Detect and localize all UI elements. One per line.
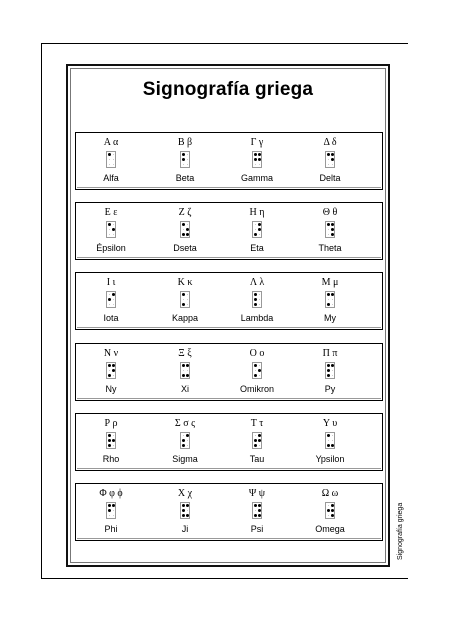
braille-cell-icon [180,221,190,238]
braille-dot-flat [113,159,114,160]
braille-dot-raised [254,504,257,507]
letter-cell [76,484,146,540]
braille-dot-flat [328,299,329,300]
greek-letter: Α α [103,137,119,148]
braille-dot-raised [258,228,261,231]
braille-dot-flat [328,159,329,160]
letter-row [75,272,383,330]
letter-name: Sigma [172,454,198,464]
braille-dot-flat [187,299,188,300]
braille-dot-raised [327,293,330,296]
braille-dot-raised [258,369,261,372]
braille-dot-flat [113,224,114,225]
braille-dot-raised [182,233,185,236]
letter-name: Py [324,384,336,394]
braille-dot-flat [255,370,256,371]
greek-letter: Μ μ [321,277,339,288]
braille-dot-raised [258,439,261,442]
braille-dot-flat [332,299,333,300]
letter-cell [150,414,220,470]
letter-cell [295,273,365,329]
braille-cell-icon [325,432,335,449]
braille-dot-flat [183,164,184,165]
braille-dot-flat [109,234,110,235]
braille-dot-raised [182,509,185,512]
braille-dot-raised [254,233,257,236]
braille-dot-raised [327,444,330,447]
braille-cell-icon [106,362,116,379]
braille-dot-raised [112,293,115,296]
braille-dot-raised [186,504,189,507]
braille-dot-raised [331,293,334,296]
braille-dot-raised [331,364,334,367]
braille-dot-flat [259,299,260,300]
braille-dot-raised [112,504,115,507]
braille-dot-raised [108,153,111,156]
braille-dot-flat [255,229,256,230]
braille-cell-icon [180,151,190,168]
braille-dot-flat [332,435,333,436]
letter-cell [295,344,365,400]
braille-dot-raised [108,434,111,437]
braille-dot-raised [331,444,334,447]
braille-dot-raised [182,303,185,306]
braille-dot-flat [187,304,188,305]
braille-dot-flat [255,224,256,225]
letter-name: Omikron [239,384,274,394]
braille-dot-flat [109,164,110,165]
letter-name: Beta [175,173,195,183]
letter-cell [76,203,146,259]
braille-dot-flat [113,515,114,516]
braille-dot-flat [113,234,114,235]
letter-row [75,202,383,260]
braille-cell-icon [180,291,190,308]
greek-letter: Ι ι [106,277,116,288]
braille-dot-raised [108,374,111,377]
braille-dot-raised [182,504,185,507]
braille-dot-raised [112,228,115,231]
greek-letter: Ζ ζ [178,207,192,218]
braille-dot-raised [182,293,185,296]
letter-cell [76,344,146,400]
greek-letter: Ν ν [103,348,119,359]
braille-dot-raised [186,228,189,231]
braille-dot-flat [259,365,260,366]
braille-dot-raised [186,514,189,517]
braille-cell-icon [325,151,335,168]
braille-dot-raised [327,369,330,372]
braille-dot-flat [332,375,333,376]
braille-dot-raised [258,223,261,226]
braille-cell-icon [252,221,262,238]
greek-letter: Ο ο [249,348,265,359]
letter-name: Lambda [240,313,274,323]
braille-dot-raised [331,509,334,512]
letter-name: Theta [318,243,342,253]
braille-dot-flat [332,304,333,305]
greek-letter: Τ τ [250,418,264,429]
braille-dot-flat [113,154,114,155]
braille-dot-flat [109,304,110,305]
braille-dot-flat [328,515,329,516]
braille-dot-raised [327,153,330,156]
braille-dot-flat [187,370,188,371]
braille-dot-raised [108,439,111,442]
braille-dot-raised [254,153,257,156]
braille-dot-flat [332,440,333,441]
braille-dot-flat [113,375,114,376]
braille-dot-flat [113,304,114,305]
braille-dot-raised [331,153,334,156]
letter-cell [222,484,292,540]
braille-dot-raised [182,158,185,161]
braille-cell-icon [106,502,116,519]
braille-cell-icon [252,362,262,379]
braille-dot-raised [182,153,185,156]
greek-letter: Π π [322,348,338,359]
braille-dot-raised [112,364,115,367]
letter-row [75,343,383,401]
braille-dot-flat [259,304,260,305]
braille-dot-raised [112,439,115,442]
braille-dot-raised [331,228,334,231]
braille-dot-raised [327,509,330,512]
braille-dot-flat [113,445,114,446]
braille-dot-raised [182,439,185,442]
braille-dot-raised [254,293,257,296]
braille-dot-flat [332,370,333,371]
braille-dot-flat [187,294,188,295]
letter-name: Rho [102,454,120,464]
letter-cell [150,484,220,540]
braille-dot-raised [258,158,261,161]
braille-dot-raised [327,434,330,437]
braille-dot-flat [113,510,114,511]
braille-dot-flat [187,440,188,441]
greek-letter: Β β [177,137,193,148]
braille-dot-flat [187,224,188,225]
braille-dot-raised [108,298,111,301]
braille-dot-flat [183,370,184,371]
braille-dot-raised [327,374,330,377]
letter-name: Kappa [171,313,199,323]
braille-dot-raised [254,514,257,517]
braille-dot-raised [258,153,261,156]
braille-dot-raised [186,233,189,236]
greek-letter: Ξ ξ [178,348,192,359]
braille-dot-raised [186,364,189,367]
braille-dot-raised [108,444,111,447]
braille-dot-raised [254,298,257,301]
letter-cell [222,203,292,259]
braille-dot-flat [187,159,188,160]
braille-dot-raised [331,158,334,161]
braille-cell-icon [325,221,335,238]
braille-dot-raised [108,504,111,507]
greek-letter: Η η [249,207,265,218]
letter-name: Xi [180,384,189,394]
braille-dot-flat [259,234,260,235]
letter-cell [150,203,220,259]
braille-dot-raised [182,374,185,377]
letter-name: My [324,313,336,323]
braille-dot-flat [109,515,110,516]
greek-letter: Υ υ [322,418,338,429]
braille-dot-raised [182,223,185,226]
braille-dot-raised [182,514,185,517]
braille-dot-raised [258,514,261,517]
letter-name: Épsilon [96,243,126,253]
braille-dot-raised [258,504,261,507]
braille-cell-icon [106,151,116,168]
braille-dot-raised [108,509,111,512]
greek-letter: Λ λ [249,277,265,288]
braille-dot-flat [187,164,188,165]
braille-dot-raised [254,158,257,161]
braille-cell-icon [252,151,262,168]
braille-dot-flat [113,299,114,300]
braille-dot-flat [113,435,114,436]
page-title: Signografía griega [142,79,314,100]
braille-dot-flat [187,510,188,511]
letter-name: Delta [319,173,341,183]
letter-row [75,413,383,471]
braille-dot-raised [186,374,189,377]
side-caption: Signografía griega [397,502,404,560]
braille-dot-raised [254,374,257,377]
letter-cell [150,273,220,329]
letter-cell [222,133,292,189]
greek-letter: Κ κ [177,277,193,288]
letter-row [75,483,383,541]
braille-cell-icon [180,362,190,379]
letter-name: Alfa [103,173,119,183]
braille-dot-raised [327,364,330,367]
braille-dot-flat [328,229,329,230]
greek-letter: Δ δ [323,137,337,148]
braille-dot-flat [259,445,260,446]
greek-letter: Ψ ψ [248,488,266,499]
greek-letter: Γ γ [250,137,264,148]
braille-dot-flat [109,229,110,230]
braille-dot-raised [254,444,257,447]
braille-dot-flat [109,370,110,371]
braille-dot-flat [187,154,188,155]
greek-letter: Ε ε [104,207,118,218]
letter-cell [76,273,146,329]
braille-cell-icon [325,291,335,308]
braille-dot-raised [112,369,115,372]
braille-dot-raised [327,223,330,226]
braille-dot-raised [327,303,330,306]
braille-dot-flat [259,375,260,376]
braille-dot-raised [258,434,261,437]
letter-cell [76,414,146,470]
letter-cell [222,414,292,470]
letter-cell [295,133,365,189]
letter-row [75,132,383,190]
braille-dot-flat [328,505,329,506]
braille-cell-icon [180,432,190,449]
braille-dot-flat [255,510,256,511]
letter-name: Ny [105,384,117,394]
letter-name: Eta [250,243,264,253]
braille-dot-flat [328,234,329,235]
letter-cell [295,414,365,470]
greek-letter: Σ σ ς [174,418,196,429]
braille-dot-raised [254,364,257,367]
braille-cell-icon [252,291,262,308]
letter-name: Dseta [173,243,197,253]
braille-cell-icon [325,362,335,379]
letter-cell [295,203,365,259]
braille-dot-flat [259,294,260,295]
letter-name: Phi [104,524,118,534]
braille-dot-flat [328,440,329,441]
braille-dot-raised [331,233,334,236]
braille-cell-icon [106,221,116,238]
letter-cell [222,273,292,329]
braille-dot-flat [109,159,110,160]
letter-cell [295,484,365,540]
braille-dot-raised [186,434,189,437]
letter-cell [150,133,220,189]
greek-letter: Θ θ [322,207,338,218]
letter-name: Ypsilon [315,454,345,464]
braille-dot-raised [182,364,185,367]
letter-name: Omega [315,524,345,534]
letter-cell [222,344,292,400]
letter-name: Tau [249,454,265,464]
braille-cell-icon [106,291,116,308]
braille-cell-icon [106,432,116,449]
braille-dot-raised [331,223,334,226]
greek-letter: Χ χ [177,488,193,499]
greek-letter: Ρ ρ [104,418,118,429]
braille-dot-raised [331,504,334,507]
braille-dot-raised [331,514,334,517]
braille-dot-flat [183,299,184,300]
braille-dot-flat [328,164,329,165]
braille-dot-flat [183,435,184,436]
braille-dot-flat [183,229,184,230]
braille-dot-flat [332,164,333,165]
letter-name: Gamma [240,173,273,183]
braille-dot-flat [113,164,114,165]
braille-dot-raised [254,303,257,306]
braille-cell-icon [252,432,262,449]
braille-cell-icon [252,502,262,519]
letter-name: Ji [181,524,189,534]
letter-cell [150,344,220,400]
braille-dot-raised [254,439,257,442]
greek-letter: Φ φ ϕ [99,488,123,499]
braille-dot-flat [259,164,260,165]
braille-dot-raised [108,364,111,367]
letter-cell [76,133,146,189]
braille-dot-flat [255,435,256,436]
braille-dot-raised [182,444,185,447]
letter-name: Psi [250,524,264,534]
braille-dot-flat [109,294,110,295]
braille-cell-icon [180,502,190,519]
braille-dot-flat [255,164,256,165]
greek-letter: Ω ω [321,488,339,499]
braille-dot-raised [258,509,261,512]
braille-dot-flat [187,445,188,446]
braille-cell-icon [325,502,335,519]
braille-dot-raised [108,223,111,226]
letter-name: Iota [103,313,119,323]
